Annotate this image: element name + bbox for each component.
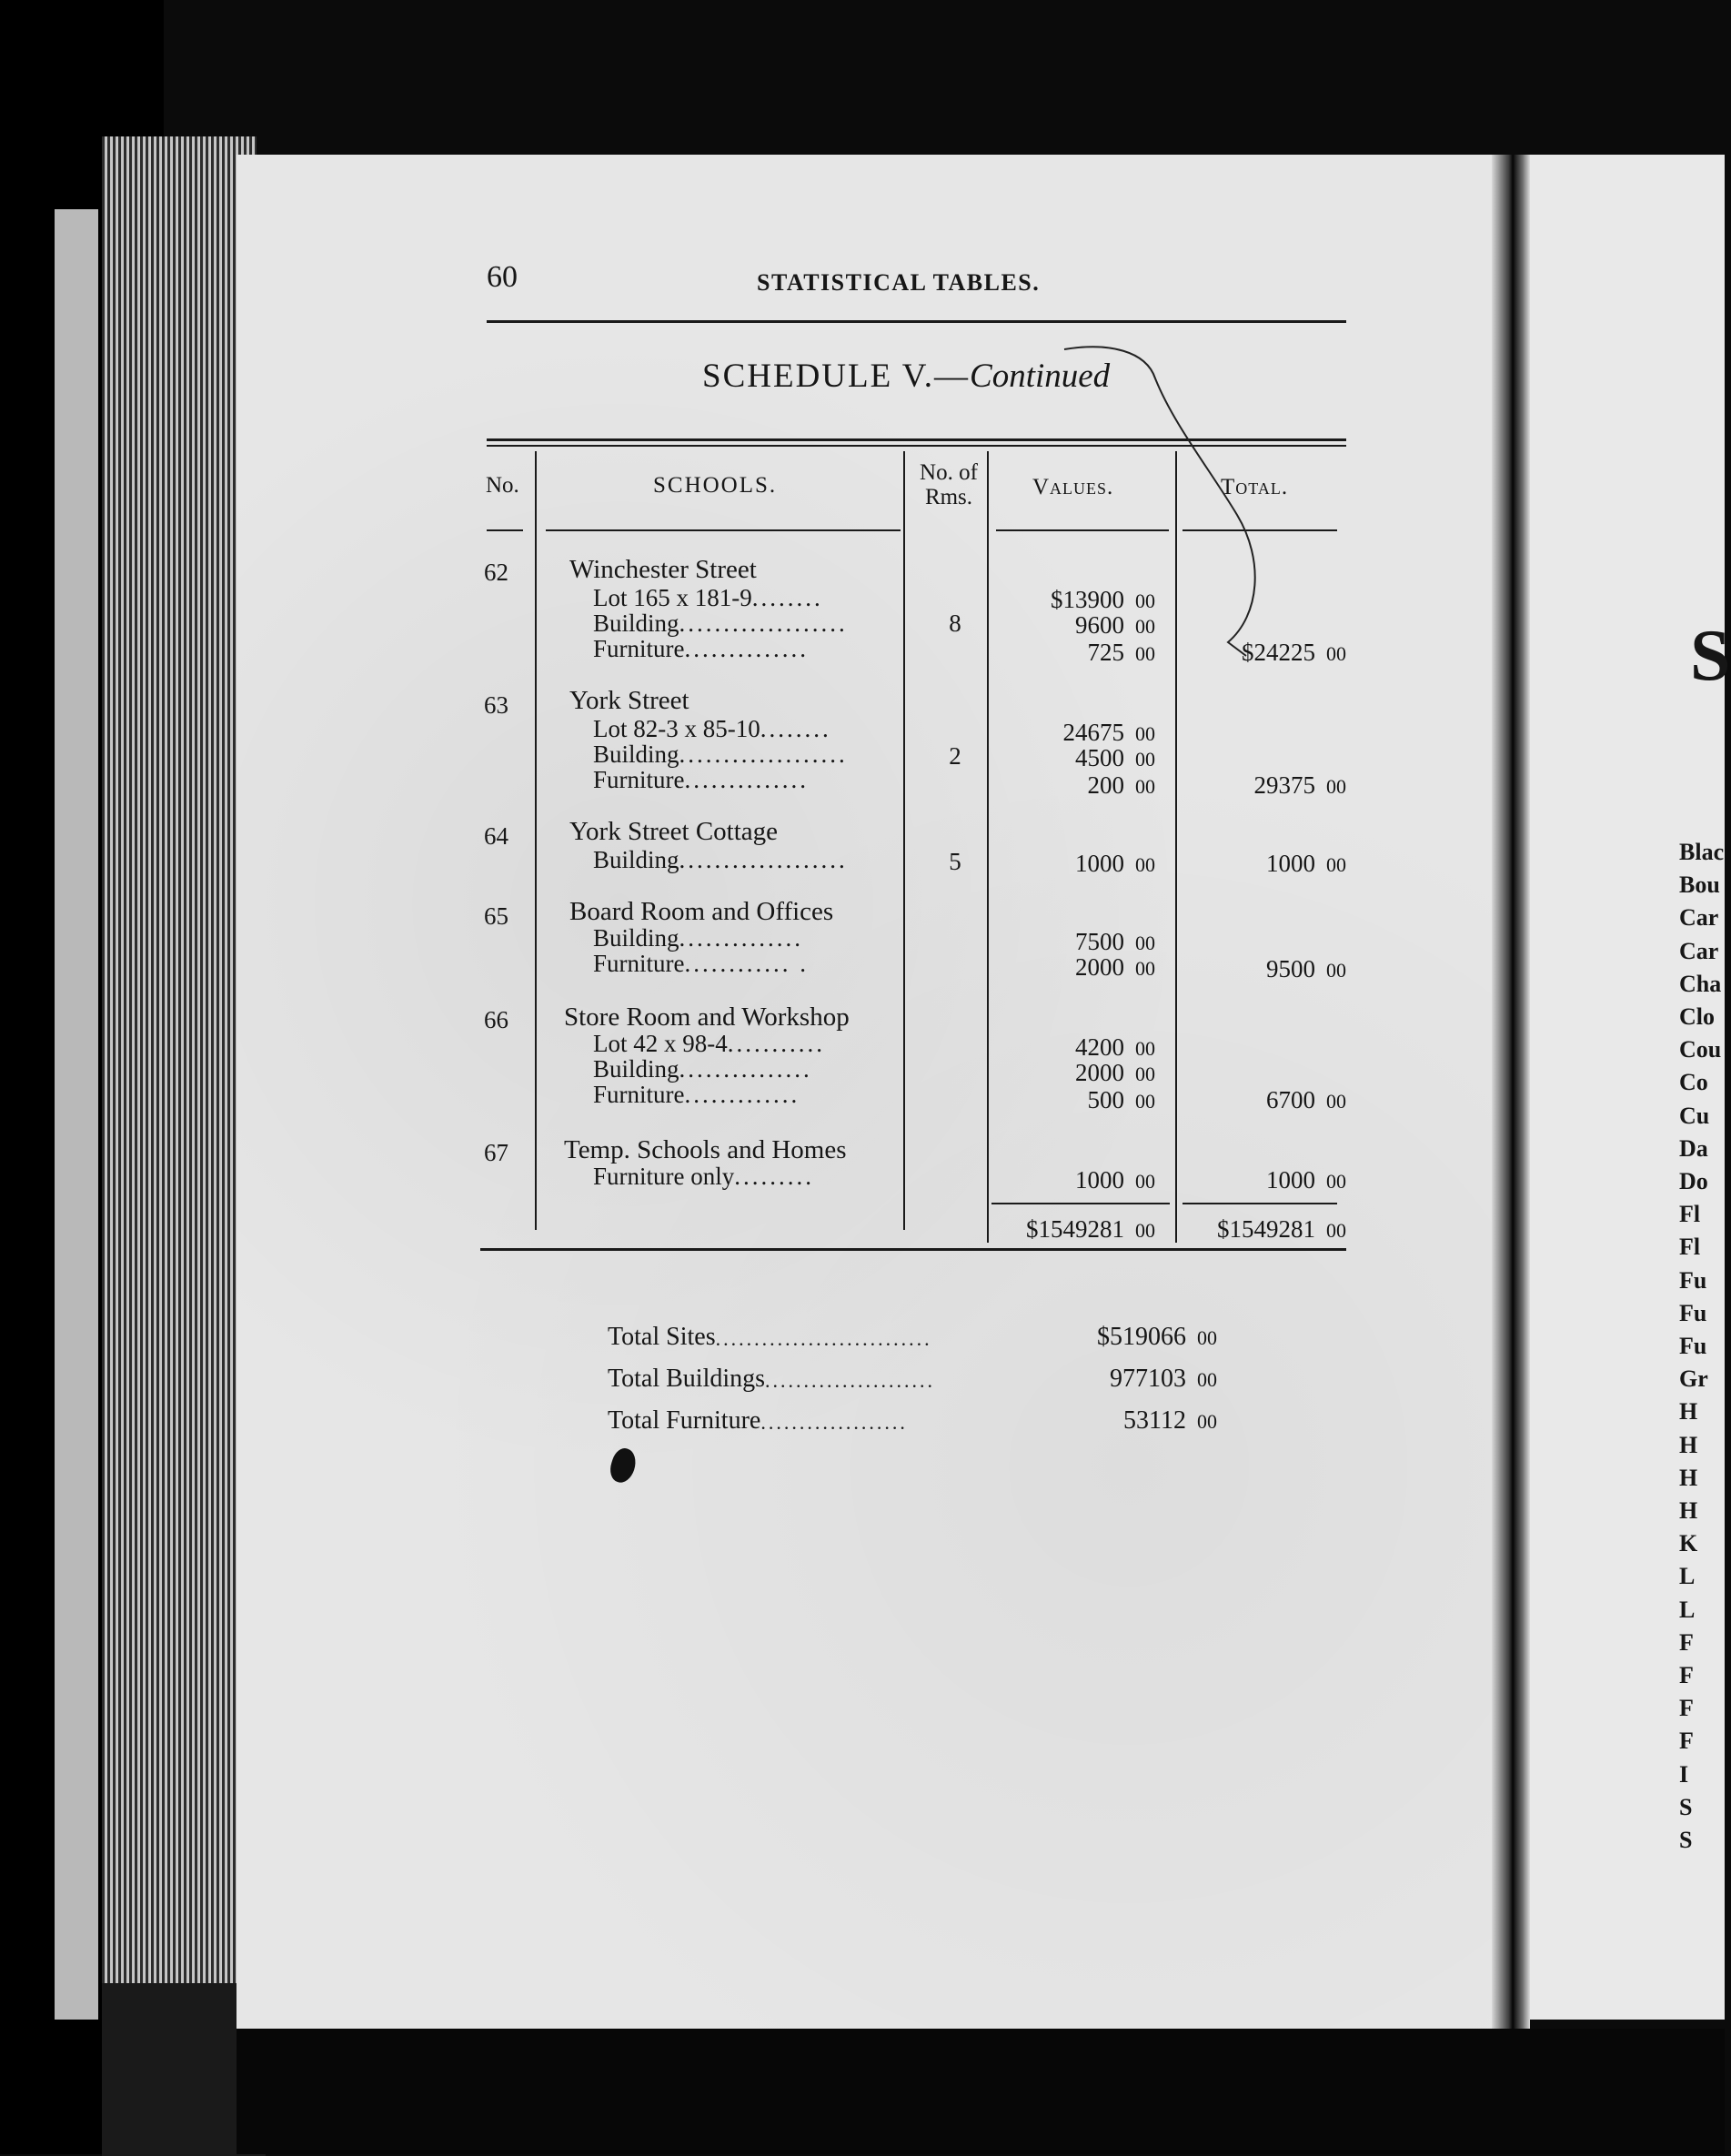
- facing-page-word: H: [1679, 1398, 1698, 1426]
- header-underline-schools: [546, 529, 901, 531]
- item-value: [991, 1086, 1155, 1114]
- header-underline-no: [487, 529, 523, 531]
- value-amount: 4500: [1075, 744, 1124, 771]
- leader-dots: .............: [684, 1081, 800, 1108]
- running-head: STATISTICAL TABLES.: [757, 269, 1041, 296]
- item-label: Building: [593, 846, 679, 873]
- item-label: Furniture: [593, 766, 685, 793]
- entry-number: 65: [484, 902, 508, 930]
- room-count: 5: [949, 848, 961, 875]
- item-label: Furniture only: [593, 1163, 735, 1190]
- facing-page-word: L: [1679, 1563, 1696, 1590]
- item-label: Building: [593, 1055, 679, 1083]
- leader-dots: ...................: [679, 610, 848, 637]
- facing-page-word: K: [1679, 1530, 1698, 1557]
- summary-label: Total Buildings: [608, 1365, 766, 1393]
- line-item: [593, 610, 902, 638]
- facing-page-word: Fl: [1679, 1234, 1701, 1261]
- summary-amount: [1123, 1406, 1217, 1436]
- leader-dots: ..............: [684, 766, 809, 793]
- summary-row-sites: [608, 1323, 1217, 1352]
- entry-number: 64: [484, 822, 508, 850]
- facing-page-word: I: [1679, 1760, 1689, 1788]
- line-item: [593, 715, 902, 743]
- leader-dots: ............................: [715, 1327, 932, 1350]
- line-item: [593, 846, 902, 874]
- facing-page-word: Cha: [1679, 970, 1722, 997]
- facing-page-word: S: [1679, 1827, 1693, 1853]
- facing-page-word: Cou: [1679, 1036, 1722, 1063]
- value-amount: 1000: [1075, 850, 1124, 877]
- total-cents: 00: [1326, 642, 1346, 665]
- line-item: [593, 1081, 902, 1109]
- value-amount: 2000: [1075, 953, 1124, 981]
- summary-label: Total Furniture: [608, 1406, 761, 1435]
- leader-dots: .........: [734, 1163, 814, 1190]
- pencil-mark-icon: [1055, 342, 1292, 670]
- summary-amount-cents: 00: [1197, 1410, 1217, 1433]
- summary-amount: [1097, 1323, 1217, 1352]
- table-bottom-rule: [480, 1248, 1346, 1251]
- facing-page-word: Do: [1679, 1168, 1708, 1194]
- grand-total-values: [991, 1215, 1155, 1244]
- item-label: Lot 165 x 181-9: [593, 584, 752, 611]
- value-amount: 4200: [1075, 1033, 1124, 1061]
- item-value: [991, 1166, 1155, 1194]
- facing-page-word: S: [1679, 1793, 1693, 1820]
- item-label: Furniture: [593, 635, 685, 662]
- leader-dots: ........: [751, 584, 823, 611]
- total-amount: 29375: [1253, 771, 1315, 799]
- leader-dots: ..............: [684, 635, 809, 662]
- value-amount: 7500: [1075, 928, 1124, 955]
- item-value: [991, 928, 1155, 956]
- summary-amount-value: 977103: [1110, 1365, 1186, 1393]
- book-gutter: [1492, 155, 1530, 2074]
- item-value: [991, 719, 1155, 747]
- line-item: [593, 924, 902, 952]
- item-label: Furniture: [593, 1081, 685, 1108]
- entry-total: [1173, 771, 1346, 800]
- facing-page-word: Fu: [1679, 1333, 1707, 1359]
- value-cents: 00: [1135, 589, 1155, 612]
- facing-page-word: Clo: [1679, 1003, 1715, 1030]
- value-cents: 00: [1135, 1170, 1155, 1193]
- line-item: [593, 950, 902, 978]
- total-cents: 00: [1326, 959, 1346, 982]
- value-amount: 200: [1087, 771, 1124, 799]
- line-item: [593, 1030, 902, 1058]
- line-item: [593, 1055, 902, 1083]
- grand-total-total-amount: $1549281: [1217, 1215, 1315, 1243]
- item-value: [991, 1059, 1155, 1087]
- leader-dots: ...................: [679, 846, 848, 873]
- summary-amount-value: 53112: [1123, 1406, 1186, 1435]
- leader-dots: ..............: [679, 924, 804, 952]
- leader-dots: ......................: [765, 1369, 936, 1392]
- schedule-title-continued: Continued: [970, 358, 1111, 395]
- facing-page-word: H: [1679, 1431, 1698, 1458]
- item-value: [991, 744, 1155, 772]
- schedule-title: [702, 357, 1110, 396]
- value-cents: 00: [1135, 853, 1155, 876]
- value-amount: $13900: [1051, 586, 1124, 613]
- entry-number: 63: [484, 691, 508, 719]
- value-cents: 00: [1135, 748, 1155, 771]
- grand-total-values-amount: $1549281: [1026, 1215, 1124, 1243]
- col-header-no: No.: [486, 473, 519, 498]
- summary-row-buildings: [608, 1365, 1217, 1394]
- value-amount: 725: [1087, 639, 1124, 666]
- school-name: York Street: [569, 686, 689, 715]
- line-item: [593, 1163, 902, 1191]
- summary-label: Total Sites: [608, 1323, 716, 1351]
- total-cents: 00: [1326, 1090, 1346, 1113]
- facing-page-word: H: [1679, 1464, 1698, 1491]
- facing-page-word: Car: [1679, 937, 1719, 964]
- entry-number: 62: [484, 559, 508, 586]
- col-header-rooms-line1: No. of: [920, 460, 978, 485]
- facing-page-word: L: [1679, 1596, 1696, 1623]
- leader-dots: ............ .: [684, 950, 809, 977]
- total-amount: 6700: [1266, 1086, 1315, 1113]
- value-cents: 00: [1135, 1090, 1155, 1113]
- item-label: Building: [593, 924, 679, 952]
- entry-total: [1173, 1086, 1346, 1114]
- total-amount: 1000: [1266, 850, 1315, 877]
- item-value: [991, 1033, 1155, 1062]
- total-cents: 00: [1326, 853, 1346, 876]
- value-cents: 00: [1135, 775, 1155, 798]
- item-value: [991, 771, 1155, 800]
- school-name: Store Room and Workshop: [564, 1002, 850, 1032]
- facing-page-word: Cu: [1679, 1102, 1710, 1129]
- col-header-schools: SCHOOLS.: [653, 473, 778, 498]
- leader-dots: ...................: [760, 1411, 908, 1434]
- facing-page-word: F: [1679, 1662, 1694, 1688]
- col-header-rooms-line2: Rms.: [924, 485, 973, 509]
- book-edge-strip: [55, 209, 98, 2020]
- item-label: Furniture: [593, 950, 685, 977]
- value-cents: 00: [1135, 722, 1155, 745]
- facing-page-word: Fu: [1679, 1266, 1707, 1294]
- col-header-rooms: [908, 460, 990, 509]
- col-rule-2: [903, 451, 905, 1230]
- grand-total-values-cents: 00: [1135, 1219, 1155, 1242]
- page-number: 60: [487, 260, 518, 294]
- item-label: Building: [593, 740, 679, 768]
- value-cents: 00: [1135, 642, 1155, 665]
- facing-page-heading-fragment: S: [1690, 616, 1731, 696]
- header-rule: [487, 320, 1346, 323]
- school-name: Winchester Street: [569, 555, 757, 584]
- entry-total: [1173, 955, 1346, 983]
- col-header-total: Total.: [1221, 475, 1289, 499]
- item-label: Lot 82-3 x 85-10: [593, 715, 760, 742]
- col-rule-3: [987, 451, 989, 1243]
- col-rule-1: [535, 451, 537, 1230]
- facing-page-word: Car: [1679, 904, 1719, 932]
- summary-amount: [1110, 1365, 1217, 1394]
- grand-total-total-cents: 00: [1326, 1219, 1346, 1242]
- school-name: Temp. Schools and Homes: [564, 1135, 847, 1164]
- total-amount: $24225: [1242, 639, 1315, 666]
- facing-page-word: Gr: [1679, 1365, 1708, 1393]
- summary-amount-cents: 00: [1197, 1326, 1217, 1349]
- line-item: [593, 584, 902, 612]
- facing-page-word: Bou: [1679, 871, 1720, 899]
- item-label: Building: [593, 610, 679, 637]
- value-cents: 00: [1135, 615, 1155, 638]
- facing-page-word: F: [1679, 1628, 1694, 1656]
- leader-dots: ...............: [679, 1055, 812, 1083]
- total-cents: 00: [1326, 775, 1346, 798]
- total-amount: 1000: [1266, 1166, 1315, 1194]
- facing-page-word: Co: [1679, 1069, 1708, 1096]
- facing-page-word: Blac: [1679, 839, 1725, 865]
- facing-page-word: Da: [1679, 1134, 1708, 1162]
- value-cents: 00: [1135, 1037, 1155, 1060]
- grand-total-rule-total: [1183, 1203, 1337, 1204]
- entry-total: [1173, 850, 1346, 878]
- total-amount: 9500: [1266, 955, 1315, 982]
- room-count: 8: [949, 610, 961, 637]
- value-amount: 1000: [1075, 1166, 1124, 1194]
- value-amount: 24675: [1062, 719, 1124, 746]
- summary-amount-cents: 00: [1197, 1368, 1217, 1391]
- grand-total-rule-values: [991, 1203, 1170, 1204]
- school-name: York Street Cottage: [569, 817, 779, 846]
- schedule-title-dash: —: [934, 358, 971, 395]
- scan-border-bottom: [237, 2029, 1725, 2154]
- summary-amount-value: $519066: [1097, 1323, 1186, 1351]
- grand-total-total: [1173, 1215, 1346, 1244]
- value-amount: 500: [1087, 1086, 1124, 1113]
- page-stack-edges: [102, 136, 257, 2029]
- line-item: [593, 740, 902, 769]
- facing-page-word: F: [1679, 1695, 1694, 1722]
- summary-row-furniture: [608, 1406, 1217, 1436]
- line-item: [593, 766, 902, 794]
- entry-total: [1173, 1166, 1346, 1194]
- value-cents: 00: [1135, 1063, 1155, 1085]
- leader-dots: ........: [760, 715, 831, 742]
- school-name: Board Room and Offices: [569, 897, 834, 926]
- leader-dots: ...........: [727, 1030, 825, 1057]
- room-count: 2: [949, 742, 961, 770]
- value-amount: 2000: [1075, 1059, 1124, 1086]
- leader-dots: ...................: [679, 740, 848, 768]
- facing-page-word: H: [1679, 1497, 1698, 1524]
- col-header-values: Values.: [1032, 475, 1114, 499]
- schedule-title-main: SCHEDULE V.: [702, 358, 935, 395]
- item-label: Lot 42 x 98-4: [593, 1030, 728, 1057]
- value-cents: 00: [1135, 957, 1155, 980]
- line-item: [593, 635, 902, 663]
- entry-number: 67: [484, 1139, 508, 1166]
- facing-page-word: Fu: [1679, 1299, 1707, 1326]
- value-amount: 9600: [1075, 611, 1124, 639]
- item-value: [991, 953, 1155, 982]
- value-cents: 00: [1135, 932, 1155, 954]
- facing-page-word: Fl: [1679, 1201, 1701, 1228]
- total-cents: 00: [1326, 1170, 1346, 1193]
- item-value: [991, 850, 1155, 878]
- entry-number: 66: [484, 1006, 508, 1033]
- facing-page-word: F: [1679, 1728, 1694, 1755]
